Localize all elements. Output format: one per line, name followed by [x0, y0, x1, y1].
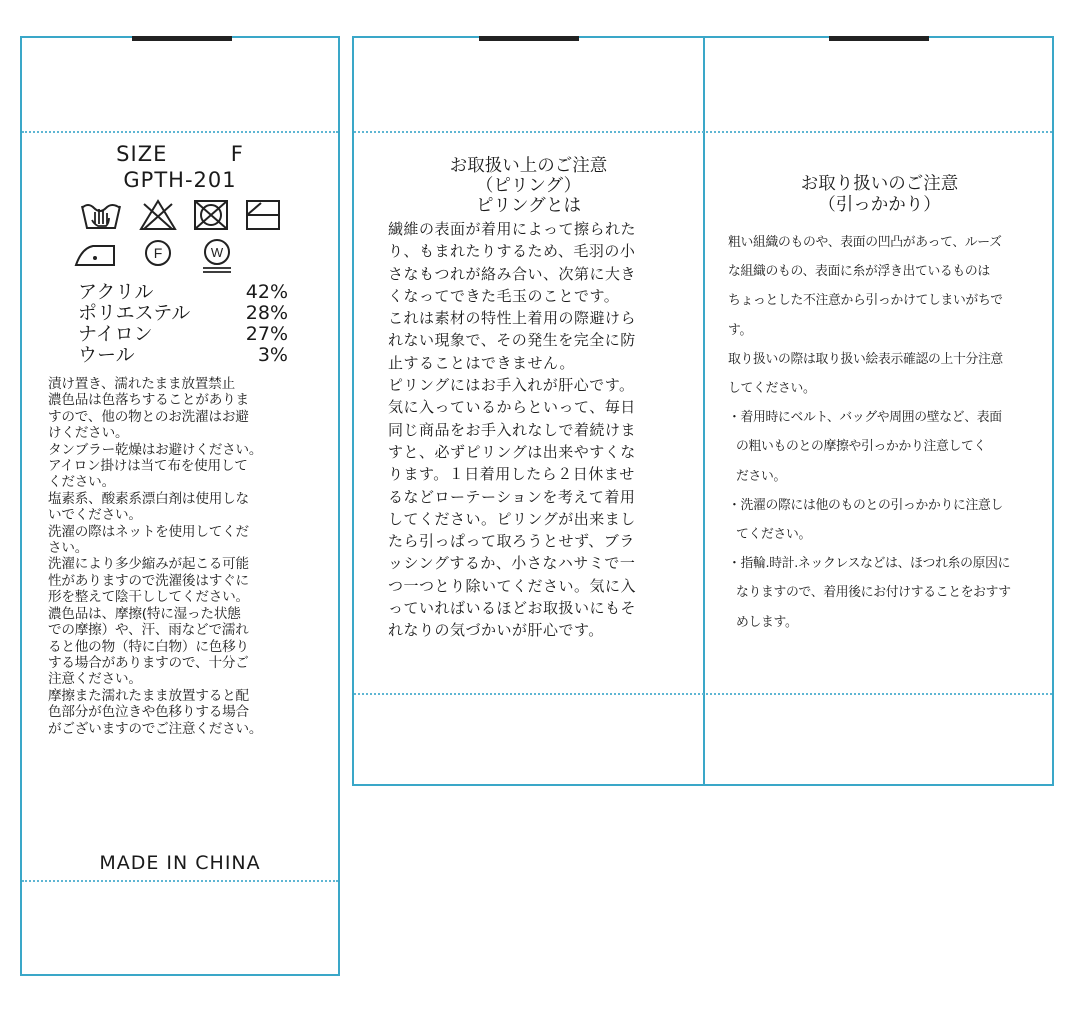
body-line: 同じ商品をお手入れなしで着続けま: [388, 420, 637, 439]
material-name: ポリエステル: [78, 302, 191, 324]
fold-line-bottom: [22, 880, 338, 882]
material-percent: 42%: [245, 281, 288, 303]
care-note-line: 洗濯の際はネットを使用してくだ: [48, 523, 249, 540]
body-line: めします。: [736, 614, 798, 630]
body-line: ・洗濯の際には他のものとの引っかかりに注意し: [728, 497, 1003, 513]
care-note-line: いでください。: [48, 507, 142, 524]
product-code: GPTH-201: [123, 168, 237, 192]
care-note-line: 色部分が色泣きや色移りする場合: [48, 704, 249, 721]
title-line: お取り扱いのご注意: [800, 174, 959, 194]
care-label-left: [20, 36, 340, 976]
hand-wash-icon: [78, 198, 124, 232]
material-percent: 28%: [245, 302, 288, 324]
svg-text:F: F: [153, 245, 163, 261]
body-line: な組織のもの、表面に糸が浮き出ているものは: [728, 264, 990, 280]
material-percent: 27%: [245, 323, 288, 345]
body-line: ッシングするか、小さなハサミで一: [388, 554, 636, 573]
snag-body: [728, 228, 1048, 637]
composition-row: [78, 303, 288, 324]
body-line: り、もまれたりするため、毛羽の小: [388, 242, 636, 261]
care-note-line: 濃色品は色落ちすることがありま: [48, 392, 249, 409]
svg-text:W: W: [210, 245, 224, 260]
tag-divider: [703, 38, 705, 784]
line-dry-icon: [244, 198, 282, 232]
body-line: ださい。: [736, 468, 786, 484]
body-line: 繊維の表面が着用によって擦られた: [388, 220, 637, 238]
size-line: [22, 142, 338, 166]
body-line: すと、必ずピリングは出来やすくな: [388, 442, 636, 461]
title-line: お取扱い上のご注意: [449, 156, 608, 176]
body-line: なりますので、着用後にお付けすることをおすす: [736, 585, 1011, 601]
title-line: （引っかかり）: [818, 195, 941, 215]
material-percent: 3%: [257, 344, 288, 366]
origin-label: MADE IN CHINA: [99, 852, 261, 874]
care-note-line: けください。: [48, 425, 129, 442]
dry-clean-f-icon: [138, 238, 178, 270]
care-note-line: 塩素系、酸素系漂白剤は使用しな: [48, 490, 249, 507]
care-note-line: 形を整えて陰干ししてください。: [48, 589, 249, 606]
care-note-line: タンブラー乾燥はお避けください。: [48, 441, 263, 458]
care-note-line: すので、他の物とのお洗濯はお避: [48, 408, 249, 425]
care-notes: [48, 376, 338, 737]
body-line: してください。: [728, 381, 816, 397]
care-label-right-panel: [352, 36, 1054, 786]
pilling-body: [388, 218, 688, 642]
fold-line-top: [22, 131, 338, 133]
body-line: つ一つとり除いてください。気に入: [388, 576, 637, 595]
body-line: てください。: [736, 527, 811, 543]
care-symbols-row-2: [22, 238, 338, 274]
title-line: ピリングとは: [476, 196, 581, 216]
composition-row: [78, 282, 288, 303]
body-line: れなりの気づかいが肝心です。: [388, 621, 604, 640]
size-label: SIZE: [116, 142, 168, 166]
care-note-line: ください。: [48, 474, 115, 491]
body-line: ・着用時にベルト、バッグや周囲の壁など、表面: [728, 410, 1002, 426]
care-note-line: 注意ください。: [48, 671, 142, 688]
pilling-title: [354, 156, 703, 216]
composition-row: [78, 345, 288, 366]
body-line: ・指輪.時計.ネックレスなどは、ほつれ糸の原因に: [728, 556, 1011, 572]
care-note-line: する場合がありますので、十分ご: [48, 654, 249, 671]
body-line: ちょっとした不注意から引っかけてしまいがちで: [728, 293, 1003, 309]
care-note-line: 濃色品は、摩擦(特に湿った状態: [48, 605, 241, 622]
body-line: 取り扱いの際は取り扱い絵表示確認の上十分注意: [728, 351, 1003, 367]
care-note-line: 洗濯により多少縮みが起こる可能: [48, 556, 249, 573]
care-note-line: ると他の物（特に白物）に色移り: [48, 638, 249, 655]
material-name: ウール: [78, 344, 135, 366]
body-line: ります。１日着用したら２日休ませ: [388, 465, 635, 484]
size-value: F: [230, 142, 244, 166]
material-name: ナイロン: [78, 323, 153, 345]
body-line: してください。ピリングが出来まし: [388, 509, 636, 528]
label-tab: [829, 36, 929, 41]
body-line: 粗い組織のものや、表面の凹凸があって、ルーズ: [728, 235, 1002, 250]
body-line: っていればいるほどお取扱いにもそ: [388, 599, 637, 618]
care-note-line: での摩擦）や、汗、雨などで濡れ: [48, 622, 249, 639]
wet-clean-w-icon: [197, 238, 237, 274]
care-symbols-row-1: [22, 198, 338, 232]
body-line: す。: [728, 322, 752, 338]
care-note-line: 性がありますので洗濯後はすぐに: [48, 572, 249, 589]
care-note-line: 漬け置き、濡れたまま放置禁止: [48, 376, 235, 392]
body-line: の粗いものとの摩擦や引っかかり注意してく: [736, 439, 986, 455]
composition-list: [78, 282, 288, 366]
care-note-line: さい。: [48, 540, 89, 557]
body-line: 止することはできません。: [388, 353, 575, 372]
body-line: くなってできた毛玉のことです。: [388, 286, 620, 305]
label-tab: [479, 36, 579, 41]
body-line: さなもつれが絡み合い、次第に大き: [388, 264, 637, 283]
material-name: アクリル: [78, 281, 154, 303]
body-line: るなどローテーションを考えて着用: [388, 487, 636, 506]
body-line: たら引っぱって取ろうとせず、ブラ: [388, 532, 635, 551]
label-tab: [132, 36, 232, 41]
body-line: 気に入っているからといって、毎日: [388, 398, 636, 417]
body-line: ピリングにはお手入れが肝心です。: [388, 376, 635, 395]
body-line: これは素材の特性上着用の際避けら: [388, 309, 637, 328]
fold-line-bottom: [354, 693, 1052, 695]
iron-low-icon: [73, 238, 117, 270]
snag-title: [705, 174, 1054, 216]
care-note-line: がございますのでご注意ください。: [48, 720, 263, 737]
care-note-line: 摩擦また濡れたまま放置すると配: [48, 687, 249, 704]
title-line: （ピリング）: [475, 176, 582, 196]
care-note-line: アイロン掛けは当て布を使用して: [48, 458, 248, 475]
composition-row: [78, 324, 288, 345]
fold-line-top: [354, 131, 1052, 133]
no-bleach-icon: [138, 198, 178, 232]
no-tumble-dry-icon: [192, 198, 230, 232]
body-line: れない現象で、その発生を完全に防: [388, 331, 636, 350]
